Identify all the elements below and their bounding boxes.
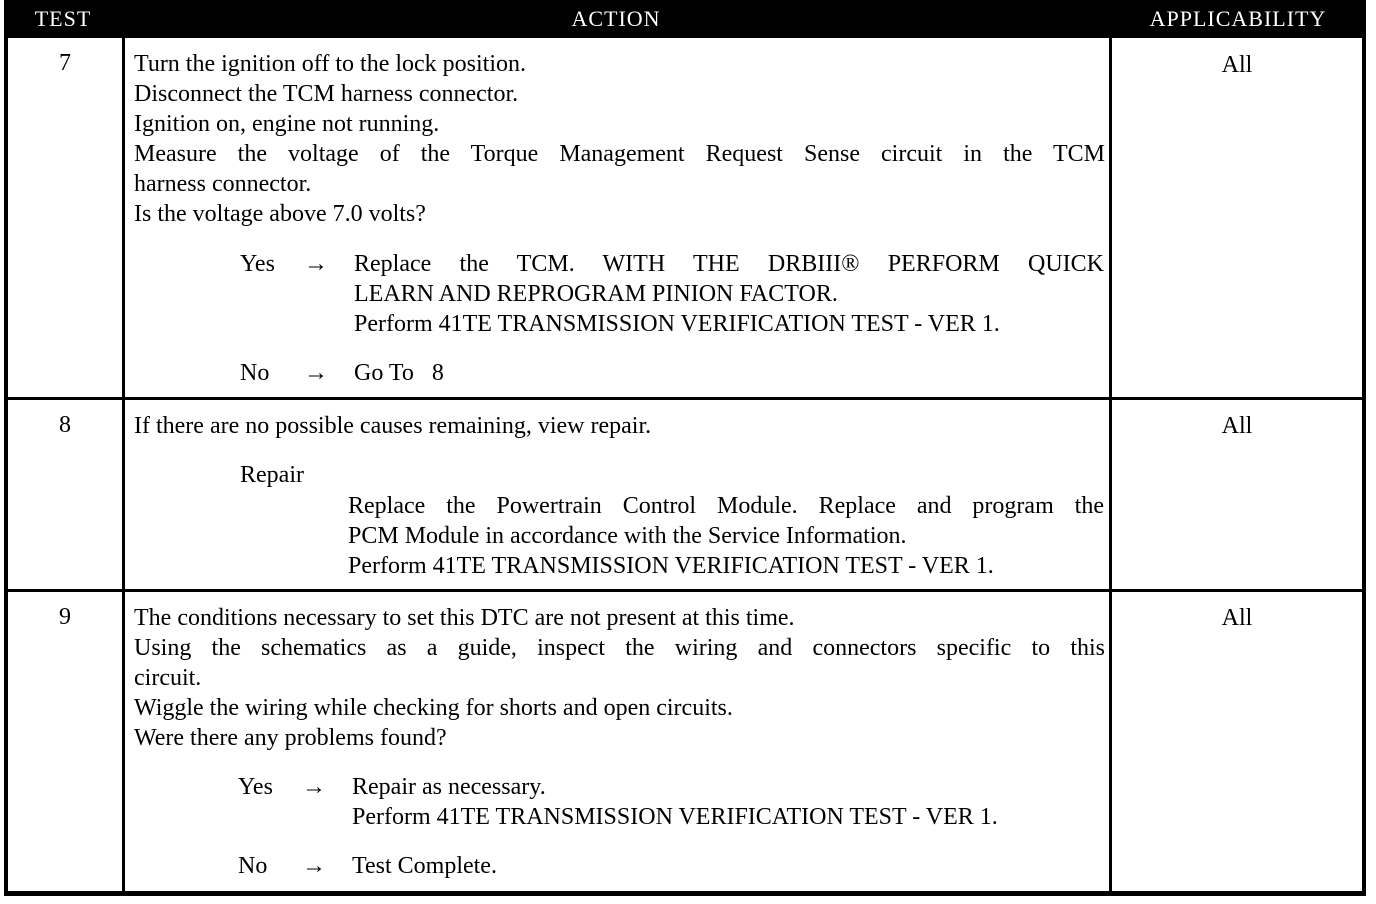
row-7-no-response: Go To 8 [354, 360, 444, 386]
row-divider-2 [4, 589, 1366, 592]
row-8-applicability: All [1221, 413, 1253, 439]
column-header-applicability: APPLICABILITY [1149, 6, 1327, 31]
table-header [4, 0, 1366, 38]
row-9-yes-arrow-icon: → [302, 774, 326, 800]
row-8-test-number: 8 [59, 412, 71, 438]
action-line: Were there any problems found? [134, 725, 447, 751]
response-line: LEARN AND REPROGRAM PINION FACTOR. [354, 281, 838, 307]
row-7-yes-response [354, 249, 1104, 339]
response-line: Perform 41TE TRANSMISSION VERIFICATION TEST - VER 1. [348, 553, 994, 579]
row-9-no-response: Test Complete. [352, 853, 497, 879]
row-9-yes-label: Yes [238, 774, 273, 800]
row-9-applicability: All [1221, 605, 1253, 631]
row-7-action-text [134, 49, 1105, 229]
diagnostic-test-table [4, 0, 1366, 896]
column-header-action: ACTION [571, 6, 661, 31]
action-line: Ignition on, engine not running. [134, 111, 440, 137]
row-7-yes-arrow-icon: → [304, 251, 328, 277]
row-8-repair-label: Repair [240, 462, 304, 488]
row-8-action-text [134, 411, 1105, 441]
response-line: Perform 41TE TRANSMISSION VERIFICATION TEST - VER 1. [352, 804, 998, 830]
action-line: If there are no possible causes remaining, view repair. [134, 413, 652, 439]
action-line: Turn the ignition off to the lock position. [134, 51, 527, 77]
row-9-test-number: 9 [59, 604, 71, 630]
table-border-right [1362, 38, 1366, 896]
column-divider-2 [1109, 38, 1112, 896]
action-line: Wiggle the wiring while checking for shorts and open circuits. [134, 695, 733, 721]
row-9-no-arrow-icon: → [302, 853, 326, 879]
action-line: The conditions necessary to set this DTC are not present at this time. [134, 605, 795, 631]
column-header-test: TEST [34, 6, 92, 31]
row-8-repair-response [348, 491, 1104, 581]
action-line: Measure the voltage of the Torque Management Request Sense circuit in the TCM [134, 141, 1105, 167]
table-border-bottom [4, 891, 1366, 896]
row-9-no-label: No [238, 853, 268, 879]
action-line: Is the voltage above 7.0 volts? [134, 201, 426, 227]
response-line: PCM Module in accordance with the Service Information. [348, 523, 907, 549]
action-line: harness connector. [134, 171, 312, 197]
row-7-no-label: No [240, 360, 270, 386]
row-divider-1 [4, 397, 1366, 400]
action-line: Disconnect the TCM harness connector. [134, 81, 519, 107]
response-line: Repair as necessary. [352, 774, 546, 800]
row-9-yes-response [352, 772, 1104, 832]
response-line: Perform 41TE TRANSMISSION VERIFICATION TEST - VER 1. [354, 311, 1000, 337]
response-line: Replace the Powertrain Control Module. Replace and program the [348, 493, 1104, 519]
column-divider-1 [122, 38, 125, 896]
action-line: Using the schematics as a guide, inspect the wiring and connectors specific to this [134, 635, 1105, 661]
action-line: circuit. [134, 665, 202, 691]
table-border-left [4, 38, 8, 896]
row-7-no-arrow-icon: → [304, 360, 328, 386]
row-9-action-text [134, 603, 1105, 753]
row-7-yes-label: Yes [240, 251, 275, 277]
row-7-test-number: 7 [59, 50, 71, 76]
response-line: Replace the TCM. WITH THE DRBIII® PERFORM QUICK [354, 251, 1104, 277]
row-7-applicability: All [1221, 52, 1253, 78]
